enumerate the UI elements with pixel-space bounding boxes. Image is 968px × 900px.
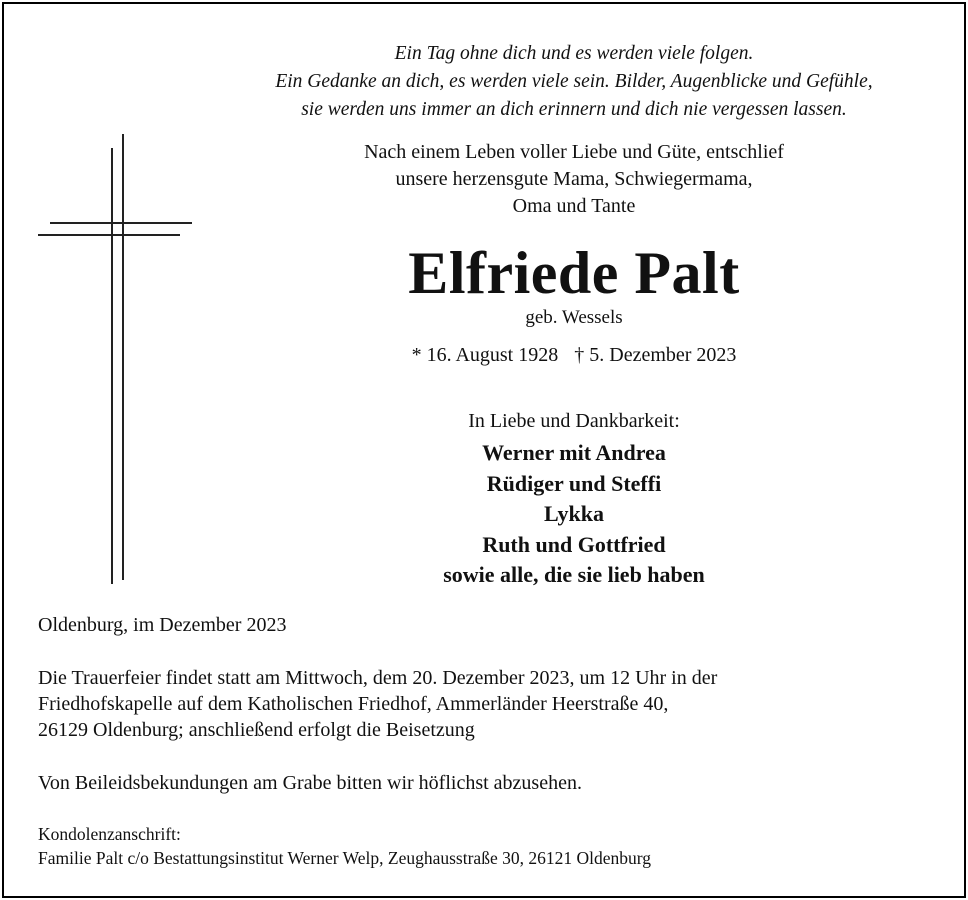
condolence-label: Kondolenzanschrift:: [38, 824, 181, 844]
death-date: † 5. Dezember 2023: [574, 344, 737, 366]
mourners-list: [184, 438, 964, 591]
condolence-request: Von Beileidsbekundungen am Grabe bitten wir höflichst abzusehen.: [38, 772, 582, 794]
place-and-date: Oldenburg, im Dezember 2023: [38, 614, 287, 636]
maiden-name: geb. Wessels: [525, 307, 623, 328]
funeral-details: [38, 665, 958, 743]
mourner-name: Lykka: [544, 501, 604, 526]
intro-line: Nach einem Leben voller Liebe und Güte, entschlief: [364, 141, 784, 163]
condolence-address-line: Familie Palt c/o Bestattungsinstitut Werner Welp, Zeughausstraße 30, 26121 Oldenburg: [38, 848, 651, 868]
cross-horizontal-beam-top: [50, 222, 192, 224]
life-dates: [184, 341, 964, 369]
cross-vertical-beam-right: [122, 134, 124, 580]
poem-line: Ein Gedanke an dich, es werden viele sein. Bilder, Augenblicke und Gefühle,: [275, 71, 873, 92]
mourner-name: Rüdiger und Steffi: [486, 470, 662, 496]
poem-line: sie werden uns immer an dich erinnern und dich nie vergessen lassen.: [301, 99, 847, 120]
condolence-address: [38, 822, 958, 870]
cross-vertical-beam-left: [111, 148, 113, 584]
deceased-name: Elfriede Palt: [408, 240, 740, 306]
obituary-notice: [2, 2, 966, 898]
mourners-heading: In Liebe und Dankbarkeit:: [468, 410, 680, 432]
cross-horizontal-beam-bottom: [38, 234, 180, 236]
cross-icon: [38, 134, 198, 586]
intro-line: Oma und Tante: [512, 195, 636, 217]
intro-text: [184, 139, 964, 220]
intro-line: unsere herzensgute Mama, Schwiegermama,: [395, 168, 753, 190]
poem: [184, 40, 964, 124]
mourner-name: sowie alle, die sie lieb haben: [443, 562, 705, 587]
poem-line: Ein Tag ohne dich und es werden viele folgen.: [394, 43, 754, 64]
funeral-line: Die Trauerfeier findet statt am Mittwoch, dem 20. Dezember 2023, um 12 Uhr in der: [38, 667, 718, 689]
birth-date: * 16. August 1928: [411, 344, 559, 366]
mourner-name: Werner mit Andrea: [482, 440, 666, 465]
funeral-line: 26129 Oldenburg; anschließend erfolgt die Beisetzung: [38, 719, 475, 741]
mourner-name: Ruth und Gottfried: [482, 531, 666, 557]
funeral-line: Friedhofskapelle auf dem Katholischen Friedhof, Ammerländer Heerstraße 40,: [38, 693, 669, 715]
